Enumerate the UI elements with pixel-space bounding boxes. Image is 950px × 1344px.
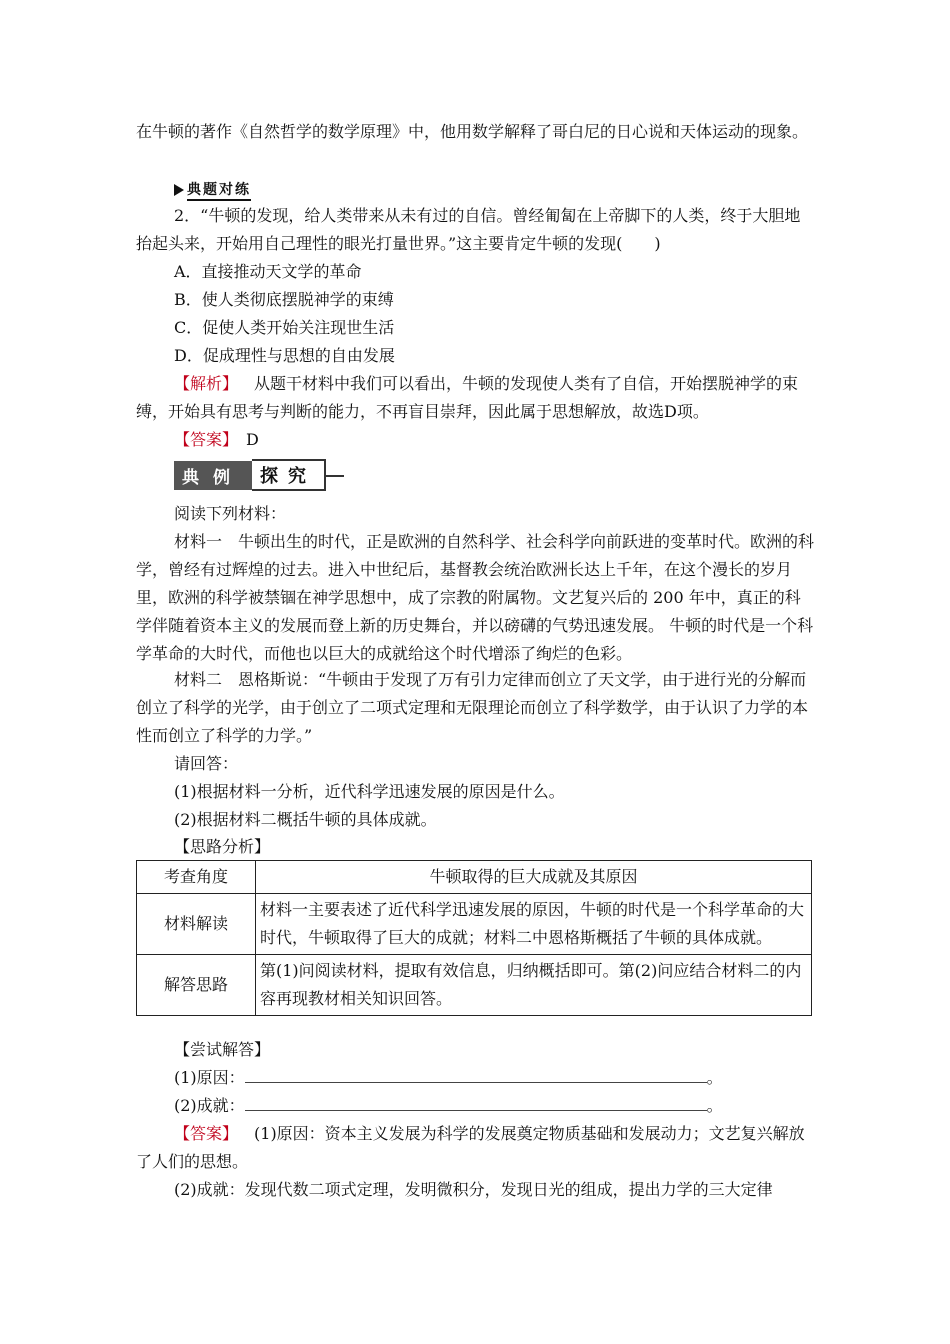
table-row (137, 955, 812, 1016)
question-two: (2)根据材料二概括牛顿的具体成就。 (174, 810, 437, 829)
intro-paragraph: 在牛顿的著作《自然哲学的数学原理》中，他用数学解释了哥白尼的日心说和天体运动的现象。 (136, 122, 809, 141)
final-answer-one: (1)原因：资本主义发展为科学的发展奠定物质基础和发展动力；文艺复兴解放了人们的思想。 (136, 1124, 805, 1171)
try-label: 【尝试解答】 (174, 1040, 271, 1059)
answer-blank-one[interactable] (245, 1068, 707, 1083)
answer-label: 【答案】 (174, 430, 239, 449)
final-answer-paragraph (136, 1120, 816, 1176)
option-d: D．促成理性与思想的自由发展 (174, 346, 395, 365)
table-header-cell: 牛顿取得的巨大成就及其原因 (256, 861, 812, 894)
question-stem: 2．“牛顿的发现，给人类带来从未有过的自信。曾经匍匐在上帝脚下的人类，终于大胆地抬起头来，开始用自己理性的眼光打量世界。”这主要肯定牛顿的发现( ) (136, 206, 801, 253)
try-two-prefix: (2)成就： (174, 1096, 245, 1115)
material-two: 材料二 恩格斯说：“牛顿由于发现了万有引力定律而创立了天文学，由于进行光的分解而创立了科学的光学，由于创立了二项式定理和无限理论而创立了科学数学，由于认识了力学的本性而创立了科学的力学。” (136, 670, 809, 745)
table-header-cell: 考查角度 (137, 861, 256, 894)
banner-label: 典题对练 (187, 179, 251, 201)
banner-light-part: 探究 (252, 459, 326, 491)
table-row-content: 材料一主要表述了近代科学迅速发展的原因，牛顿的时代是一个科学革命的大时代，牛顿取得了巨大的成就；材料二中恩格斯概括了牛顿的具体成就。 (256, 894, 812, 955)
final-answer-two: (2)成就：发现代数二项式定理，发明微积分，发现日光的组成，提出力学的三大定律 (174, 1180, 773, 1199)
try-line-two (174, 1092, 723, 1120)
try-line-one (174, 1064, 723, 1092)
table-header-row (137, 861, 812, 894)
table-row-content: 第(1)问阅读材料，提取有效信息，归纳概括即可。第(2)问应结合材料二的内容再现教材相关知识回答。 (256, 955, 812, 1016)
answer-blank-two[interactable] (245, 1096, 707, 1111)
table-row (137, 894, 812, 955)
answer-text: D (246, 430, 259, 449)
jiexi-label: 【解析】 (174, 374, 239, 393)
please-answer: 请回答： (174, 754, 239, 773)
triangle-icon (174, 184, 184, 196)
table-row-label: 材料解读 (137, 894, 256, 955)
blank-end: 。 (706, 1068, 723, 1087)
blank-end: 。 (706, 1096, 723, 1115)
jiexi-paragraph (136, 370, 816, 426)
analysis-table (136, 860, 812, 1016)
answer-line (174, 426, 259, 454)
option-c: C．促使人类开始关注现世生活 (174, 318, 395, 337)
dianli-tanjiu-banner (174, 460, 326, 490)
try-one-prefix: (1)原因： (174, 1068, 245, 1087)
banner-dark-part: 典例 (174, 461, 252, 490)
material-one: 材料一 牛顿出生的时代，正是欧洲的自然科学、社会科学向前跃进的变革时代。欧洲的科学，曾经有过辉煌的过去。进入中世纪后，基督教会统治欧洲长达上千年，在这个漫长的岁月里，欧洲的科学被禁锢在神学思想中，成了宗教的附属物。文艺复兴后的 200 年中，真正的科学伴随着资本主义的发展而登上新的历史舞台，并以磅礴的气势迅速发展。 牛顿的时代是一个科学革命的大时代，而他也以巨大的成就给这个时代增添了绚烂的色彩。 (136, 532, 815, 663)
table-row-label: 解答思路 (137, 955, 256, 1016)
option-a: A．直接推动天文学的革命 (174, 262, 362, 281)
jiexi-text: 从题干材料中我们可以看出，牛顿的发现使人类有了自信，开始摆脱神学的束缚，开始具有思考与判断的能力，不再盲目崇拜，因此属于思想解放，故选D项。 (136, 374, 799, 421)
final-answer-label: 【答案】 (174, 1124, 239, 1143)
option-b: B．使人类彻底摆脱神学的束缚 (174, 290, 394, 309)
read-prompt: 阅读下列材料： (174, 504, 287, 523)
question-one: (1)根据材料一分析，近代科学迅速发展的原因是什么。 (174, 782, 565, 801)
dianti-duilian-banner (174, 181, 251, 199)
silu-label: 【思路分析】 (174, 837, 271, 856)
